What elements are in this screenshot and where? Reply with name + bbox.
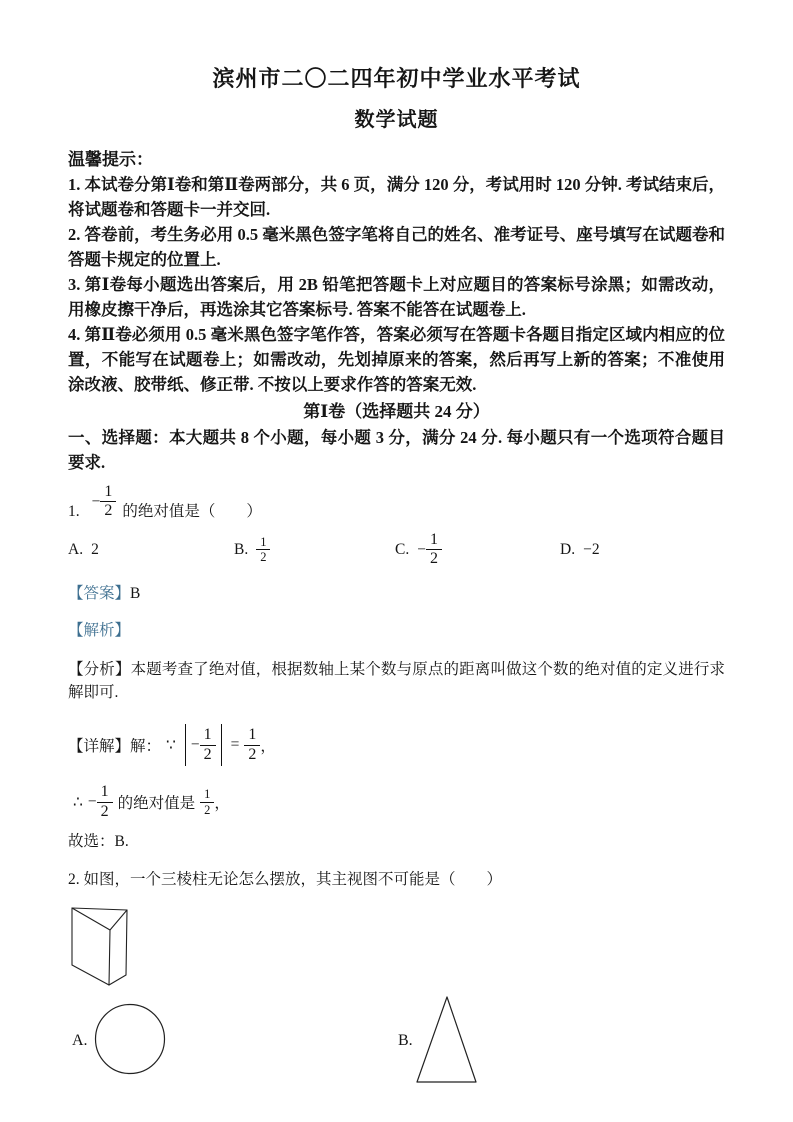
answer-value: B [130,584,141,602]
notice-item-1: 1. 本试卷分第Ⅰ卷和第Ⅱ卷两部分，共 6 页，满分 120 分，考试用时 120 分钟. 考试结束后，将试题卷和答题卡一并交回. [68,175,725,219]
comma: ， [214,795,230,813]
fenxi-line: 【分析】本题考查了绝对值，根据数轴上某个数与原点的距离叫做这个数的绝对值的定义进行求解即可. [68,660,725,701]
section1-intro: 一、选择题：本大题共 8 个小题，每小题 3 分，满分 24 分. 每小题只有一个选项符合题目要求. [68,428,725,472]
figure-option-b-label: B. [398,1032,413,1050]
fraction: $\frac{1}{2}$ [200,787,214,817]
question-1-options [68,531,725,569]
prism-drawing [70,906,130,990]
answer-line [68,583,725,605]
guxuan-line: 故选：B. [68,833,129,851]
minus-sign: − [87,793,97,811]
notice-item-4: 4. 第Ⅱ卷必须用 0.5 毫米黑色签字笔作答，答案必须写在答题卡各题目指定区域内相应的位置，不能写在试题卷上；如需改动，先划掉原来的答案，然后再写上新的答案；不准使用涂改液、胶带纸、修正带. 不按以上要求作答的答案无效. [68,325,725,394]
triangle-figure [416,996,478,1084]
jiexi-line [68,620,725,642]
fraction: $\frac{1}{2}$ [426,531,442,569]
triangular-prism-figure [70,906,725,990]
option-b-label: B. [234,540,249,558]
option-d [560,531,725,569]
fraction: $\frac{1}{2}$ [244,726,260,764]
fraction: $\frac{1}{2}$ [200,726,216,764]
option-c [395,531,560,569]
page-title: 滨州市二〇二四年初中学业水平考试 [212,66,581,91]
fraction: $\frac{1}{2}$ [100,483,116,521]
jiexi-label: 【解析】 [68,622,131,640]
answer-label: 【答案】 [68,584,131,602]
minus-sign: − [190,736,200,754]
option-d-value: −2 [583,540,600,558]
equals-sign: = [230,736,240,754]
fraction: $\frac{1}{2}$ [256,535,270,565]
question-1-number: 1. [68,502,80,520]
conclusion-text: 的绝对值是 [117,795,196,813]
part1-heading: 第Ⅰ卷（选择题共 24 分） [303,402,490,421]
notice-label: 温馨提示： [68,150,153,169]
comma: ， [260,738,276,756]
notice-item-3: 3. 第Ⅰ卷每小题选出答案后，用 2B 铅笔把答题卡上对应题目的答案标号涂黑；如需改动，用橡皮擦干净后，再选涂其它答案标号. 答案不能答在试题卷上. [68,275,725,319]
notice-item-2: 2. 答卷前，考生务必用 0.5 毫米黑色签字笔将自己的姓名、准考证号、座号填写在试题卷和答题卡规定的位置上. [68,225,725,269]
fraction-negative-half [92,483,117,521]
xiangjie-label: 【详解】解： [68,738,162,756]
option-d-label: D. [560,540,576,558]
circle-figure [94,1003,166,1075]
therefore-symbol: ∴ [73,793,83,811]
fraction: $\frac{1}{2}$ [97,783,113,821]
conclusion-line [68,777,725,827]
page-subtitle: 数学试题 [354,109,439,131]
minus-sign: − [417,540,426,558]
figure-option-a-label: A. [72,1032,88,1050]
question-1-text: 的绝对值是（ ） [122,502,262,520]
question-2-stem: 2. 如图，一个三棱柱无论怎么摆放，其主视图不可能是（ ） [68,870,503,888]
question-1-stem [68,483,725,521]
option-a-label: A. [68,540,84,558]
option-a-value: 2 [91,540,99,558]
option-b [234,531,395,569]
option-c-label: C. [395,540,410,558]
xiangjie-line [68,719,725,771]
absolute-value-expression [185,724,222,766]
question-2-figure-options [68,996,725,1108]
because-symbol: ∵ [166,736,176,754]
option-a [68,531,234,569]
minus-sign: − [91,492,101,510]
